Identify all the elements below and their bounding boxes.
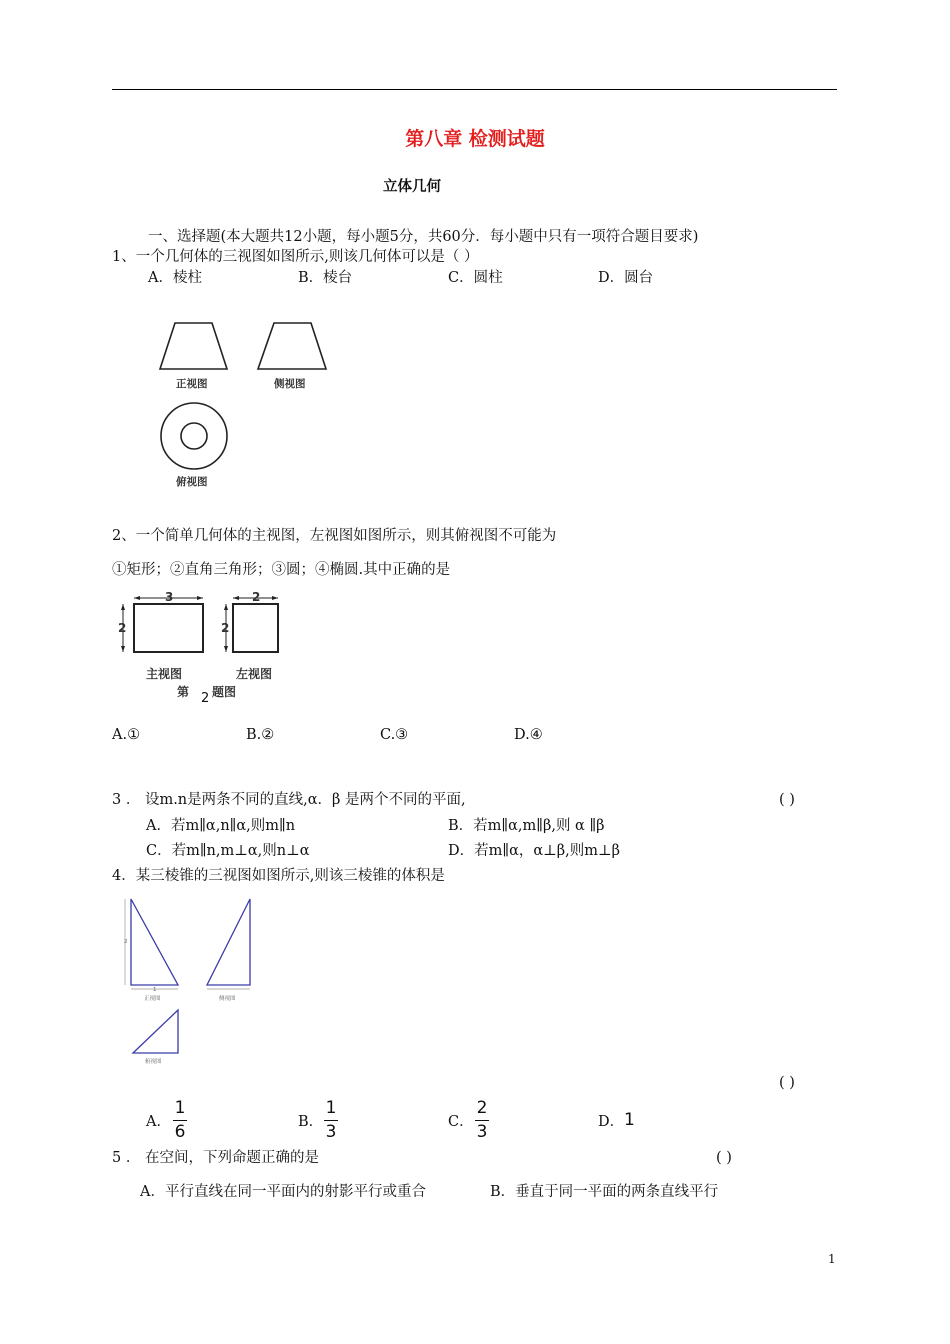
q4-side-view-triangle	[207, 899, 250, 985]
q4-option-b-numerator: 1	[325, 1098, 337, 1118]
q4-option-c-numerator: 2	[476, 1098, 488, 1118]
q4-top-view-label: 俯视图	[145, 1059, 162, 1065]
q2-left-view-rect	[233, 604, 278, 652]
q4-option-b-fraction	[324, 1098, 338, 1143]
q3-answer-paren: ( )	[779, 792, 795, 808]
q2-stem: 2、一个简单几何体的主视图，左视图如图所示，则其俯视图不可能为	[112, 528, 557, 544]
q2-option-b: B.②	[246, 727, 275, 743]
q2-left-width-label: 2	[252, 590, 261, 604]
q2-stem-line2: ①矩形；②直角三角形；③圆；④椭圆.其中正确的是	[112, 562, 451, 578]
q2-option-d: D.④	[514, 727, 543, 743]
q4-option-b-label: B．	[298, 1114, 324, 1130]
q3-option-a: A．若m∥α,n∥α,则m∥n	[146, 818, 296, 834]
q1-top-view-inner-circle	[181, 423, 207, 449]
q4-stem: 4．某三棱锥的三视图如图所示,则该三棱锥的体积是	[112, 868, 445, 884]
q2-left-height-label: 2	[221, 621, 230, 635]
q4-three-view-figure	[120, 895, 260, 1070]
q1-front-view-trapezoid	[160, 323, 227, 369]
page-subtitle: 立体几何	[383, 179, 441, 195]
q2-main-view-rect	[134, 604, 203, 652]
q4-side-view-label: 侧视图	[219, 996, 236, 1002]
q1-stem: 1、一个几何体的三视图如图所示,则该几何体可以是（ ）	[112, 249, 479, 265]
q5-answer-paren: ( )	[716, 1150, 732, 1166]
q3-option-b: B．若m∥α,m∥β,则 α ∥β	[448, 818, 605, 834]
q1-option-a: A．棱柱	[148, 270, 202, 286]
q3-stem: 3 ． 设m.n是两条不同的直线,α．β 是两个不同的平面,	[112, 792, 466, 808]
q4-front-view-label: 正视图	[144, 996, 161, 1002]
q4-option-d-label: D．	[598, 1114, 625, 1130]
q2-caption-number: 2	[201, 691, 210, 706]
q1-option-b: B．棱台	[298, 270, 353, 286]
q1-side-view-trapezoid	[258, 323, 326, 369]
q1-option-c: C．圆柱	[448, 270, 503, 286]
fraction-bar	[475, 1120, 489, 1121]
q4-top-view-triangle	[133, 1010, 178, 1053]
q4-option-a-label: A．	[146, 1114, 171, 1130]
q4-option-a-denominator: 6	[174, 1122, 186, 1142]
q4-option-d-value: 1	[624, 1110, 635, 1130]
q2-caption-prefix: 第	[177, 685, 190, 699]
q1-option-d: D．圆台	[598, 270, 654, 286]
q1-side-view-label: 侧视图	[274, 378, 306, 390]
q2-main-height-label: 2	[118, 621, 127, 635]
q2-main-view-label: 主视图	[146, 667, 183, 681]
q2-caption-suffix: 题图	[212, 685, 237, 699]
q4-option-c-denominator: 3	[476, 1122, 488, 1142]
q4-option-b-denominator: 3	[325, 1122, 337, 1142]
q2-left-view-label: 左视图	[236, 667, 273, 681]
fraction-bar	[324, 1120, 338, 1121]
page-title: 第八章 检测试题	[405, 128, 545, 150]
q4-front-view-triangle	[131, 899, 178, 985]
q4-option-a-numerator: 1	[174, 1098, 186, 1118]
page-number: 1	[828, 1252, 836, 1266]
q3-option-c: C．若m∥n,m⊥α,则n⊥α	[146, 843, 310, 859]
q3-option-d: D．若m∥α，α⊥β,则m⊥β	[448, 843, 621, 859]
q1-front-view-label: 正视图	[176, 378, 208, 390]
q5-option-a: A．平行直线在同一平面内的射影平行或重合	[140, 1184, 426, 1200]
q4-option-c-label: C．	[448, 1114, 474, 1130]
q1-three-view-figure	[150, 315, 350, 495]
q4-answer-paren: ( )	[779, 1075, 795, 1091]
q4-height-label: 2	[124, 939, 128, 945]
q1-top-view-outer-circle	[161, 403, 227, 469]
q4-option-c-fraction	[475, 1098, 489, 1143]
q4-base-label: 1	[153, 987, 157, 993]
q2-view-figure	[115, 590, 295, 705]
section-heading: 一、选择题(本大题共12小题，每小题5分，共60分．每小题中只有一项符合题目要求)	[148, 229, 699, 245]
q5-stem: 5 ． 在空间，下列命题正确的是	[112, 1150, 319, 1166]
q4-option-a-fraction	[173, 1098, 187, 1143]
q5-option-b: B．垂直于同一平面的两条直线平行	[490, 1184, 719, 1200]
q2-option-a: A.①	[112, 727, 141, 743]
q2-option-c: C.③	[380, 727, 409, 743]
header-rule	[112, 89, 837, 90]
q2-main-width-label: 3	[165, 590, 174, 604]
fraction-bar	[173, 1120, 187, 1121]
q1-top-view-label: 俯视图	[176, 476, 208, 488]
